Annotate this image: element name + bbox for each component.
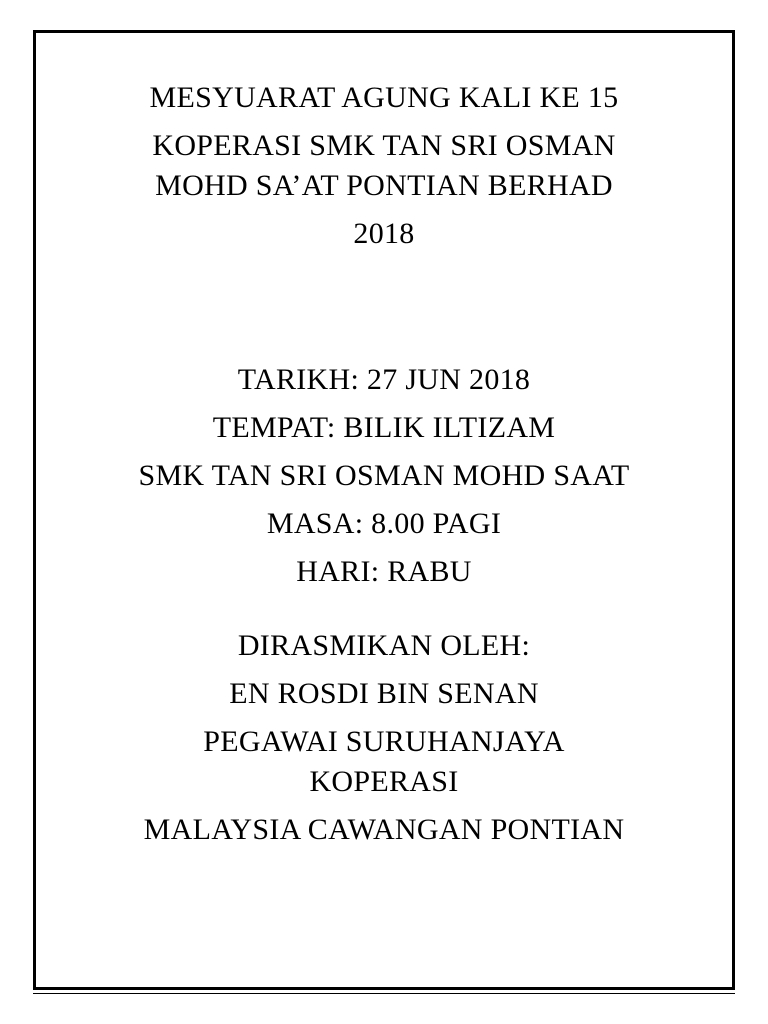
spacer: [0, 252, 768, 362]
meeting-date: TARIKH: 27 JUN 2018: [237, 363, 531, 396]
officiated-label: DIRASMIKAN OLEH:: [237, 629, 531, 662]
meeting-time: MASA: 8.00 PAGI: [266, 507, 502, 540]
officiant-position-line2: KOPERASI: [309, 765, 459, 798]
officiant-position-line1: PEGAWAI SURUHANJAYA: [203, 725, 565, 758]
officiant-name: EN ROSDI BIN SENAN: [229, 677, 539, 710]
spacer: [0, 590, 768, 628]
meeting-title: MESYUARAT AGUNG KALI KE 15: [149, 81, 619, 114]
document-content: [0, 80, 768, 848]
meeting-day: HARI: RABU: [296, 555, 472, 588]
officiant-position-line3: MALAYSIA CAWANGAN PONTIAN: [143, 813, 625, 846]
meeting-venue-school: SMK TAN SRI OSMAN MOHD SAAT: [138, 459, 630, 492]
cooperative-name-line1: KOPERASI SMK TAN SRI OSMAN: [152, 129, 616, 162]
meeting-venue: TEMPAT: BILIK ILTIZAM: [212, 411, 556, 444]
meeting-year: 2018: [353, 217, 415, 250]
cooperative-name-line2: MOHD SA’AT PONTIAN BERHAD: [155, 169, 613, 202]
